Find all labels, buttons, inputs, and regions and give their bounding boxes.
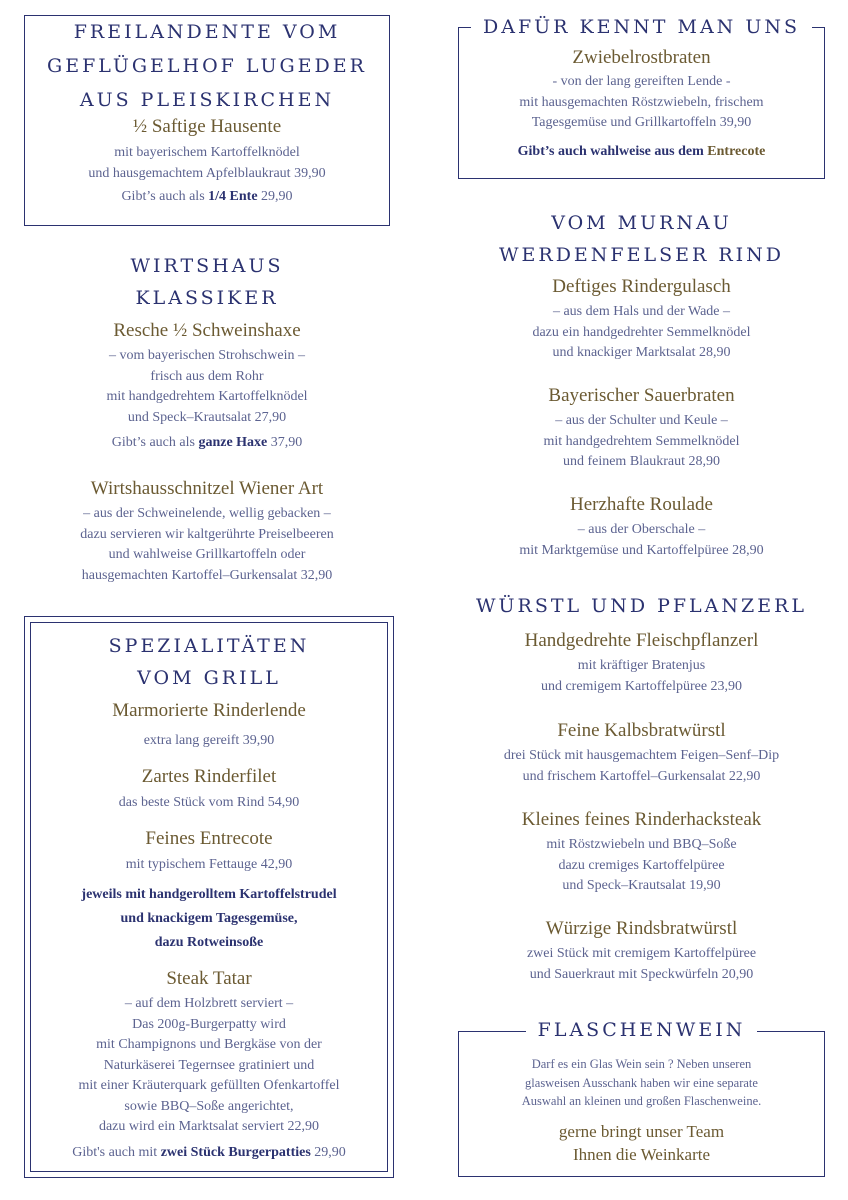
flaschenwein-title: FLASCHENWEIN	[458, 1014, 825, 1046]
murnau-title: VOM MURNAU WERDENFELSER RIND	[498, 212, 784, 266]
dish-rindsbratwuerstl: Würzige Rindsbratwürstl	[545, 918, 738, 939]
desc-rindergulasch: – aus dem Hals und der Wade – dazu ein handgedrehter Semmelknödel und knackiger Marktsalat 28,90	[532, 304, 751, 360]
flaschenwein-desc: Darf es ein Glas Wein sein ? Neben unseren glasweisen Ausschank haben wir eine separate Auswahl an kleinen und großen Flaschenweine.	[521, 1057, 762, 1108]
dish-rinderfilet: Zartes Rinderfilet	[141, 766, 277, 787]
dish-zwiebelrostbraten: Zwiebelrostbraten	[572, 47, 711, 68]
alt-steak-tatar: Gibt's auch mit zwei Stück Burgerpatties 29,90	[72, 1145, 346, 1160]
wirtshaus-title: WIRTSHAUS KLASSIKER	[130, 255, 284, 309]
dish-schweinshaxe: Resche ½ Schweinshaxe	[113, 320, 301, 341]
desc-roulade: – aus der Oberschale – mit Marktgemüse und Kartoffelpüree 28,90	[519, 522, 764, 558]
grill-side-note: jeweils mit handgerolltem Kartoffelstrudel und knackigem Tagesgemüse, dazu Rotweinsoße	[81, 887, 337, 950]
desc-schweinshaxe: – vom bayerischen Strohschwein – frisch aus dem Rohr mit handgedrehtem Kartoffelknödel und Speck–Krautsalat 27,90	[106, 348, 308, 425]
desc-schnitzel: – aus der Schweinelende, wellig gebacken – dazu servieren wir kaltgerührte Preiselbeeren und wahlweise Grillkartoffeln oder hausgemachten Kartoffel–Gurkensalat 32,90	[80, 506, 334, 583]
dish-fleischpflanzerl: Handgedrehte Fleischpflanzerl	[524, 630, 759, 651]
dish-kalbsbratwuerstl: Feine Kalbsbratwürstl	[557, 720, 726, 741]
dish-sauerbraten: Bayerischer Sauerbraten	[548, 385, 735, 406]
alt-hausente: Gibt’s auch als 1/4 Ente 29,90	[121, 189, 293, 204]
dish-rinderhacksteak: Kleines feines Rinderhacksteak	[521, 809, 762, 830]
dish-steak-tatar: Steak Tatar	[166, 968, 252, 989]
dish-schnitzel: Wirtshausschnitzel Wiener Art	[90, 478, 324, 499]
desc-entrecote: mit typischem Fettauge 42,90	[125, 857, 293, 872]
dafuer-title: DAFÜR KENNT MAN UNS	[458, 11, 825, 43]
desc-fleischpflanzerl: mit kräftiger Bratenjus und cremigem Kartoffelpüree 23,90	[540, 658, 743, 694]
flaschenwein-note: gerne bringt unser Team Ihnen die Weinkarte	[558, 1122, 725, 1164]
desc-steak-tatar: – auf dem Holzbrett serviert – Das 200g-Burgerpatty wird mit Champignons und Bergkäse von der Naturkäserei Tegernsee gratiniert und mit einer Kräuterquark gefüllten Ofenkartoffel sowie BBQ–Soße angerichtet, dazu wird ein Marktsalat serviert 22,90	[78, 996, 340, 1134]
dish-rinderlende: Marmorierte Rinderlende	[112, 700, 306, 721]
dish-hausente: ½ Saftige Hausente	[132, 116, 282, 137]
desc-sauerbraten: – aus der Schulter und Keule – mit handgedrehtem Semmelknödel und feinem Blaukraut 28,90	[543, 413, 740, 469]
dish-rindergulasch: Deftiges Rindergulasch	[552, 276, 731, 297]
alt-schweinshaxe: Gibt’s auch als ganze Haxe 37,90	[111, 435, 303, 450]
desc-zwiebelrostbraten: - von der lang gereiften Lende - mit hausgemachten Röstzwiebeln, frischem Tagesgemüse und Grillkartoffeln 39,90	[519, 74, 764, 130]
desc-rinderhacksteak: mit Röstzwiebeln und BBQ–Soße dazu cremiges Kartoffelpüree und Speck–Krautsalat 19,90	[546, 837, 737, 893]
grill-title: SPEZIALITÄTEN VOM GRILL	[108, 635, 310, 689]
alt-zwiebelrostbraten: Gibt’s auch wahlweise aus dem Entrecote	[517, 144, 766, 159]
desc-rinderlende: extra lang gereift 39,90	[143, 733, 275, 748]
wuerstl-title: WÜRSTL UND PFLANZERL	[475, 595, 808, 617]
desc-rindsbratwuerstl: zwei Stück mit cremigem Kartoffelpüree und Sauerkraut mit Speckwürfeln 20,90	[526, 946, 757, 982]
dish-roulade: Herzhafte Roulade	[570, 494, 713, 515]
dish-entrecote: Feines Entrecote	[145, 828, 273, 849]
desc-hausente: mit bayerischem Kartoffelknödel und hausgemachtem Apfelblaukraut 39,90	[88, 145, 326, 181]
desc-kalbsbratwuerstl: drei Stück mit hausgemachtem Feigen–Senf–Dip und frischem Kartoffel–Gurkensalat 22,90	[503, 748, 780, 784]
freilandente-title: FREILANDENTE VOM GEFLÜGELHOF LUGEDER AUS PLEISKIRCHEN	[47, 21, 367, 111]
desc-rinderfilet: das beste Stück vom Rind 54,90	[118, 795, 300, 810]
